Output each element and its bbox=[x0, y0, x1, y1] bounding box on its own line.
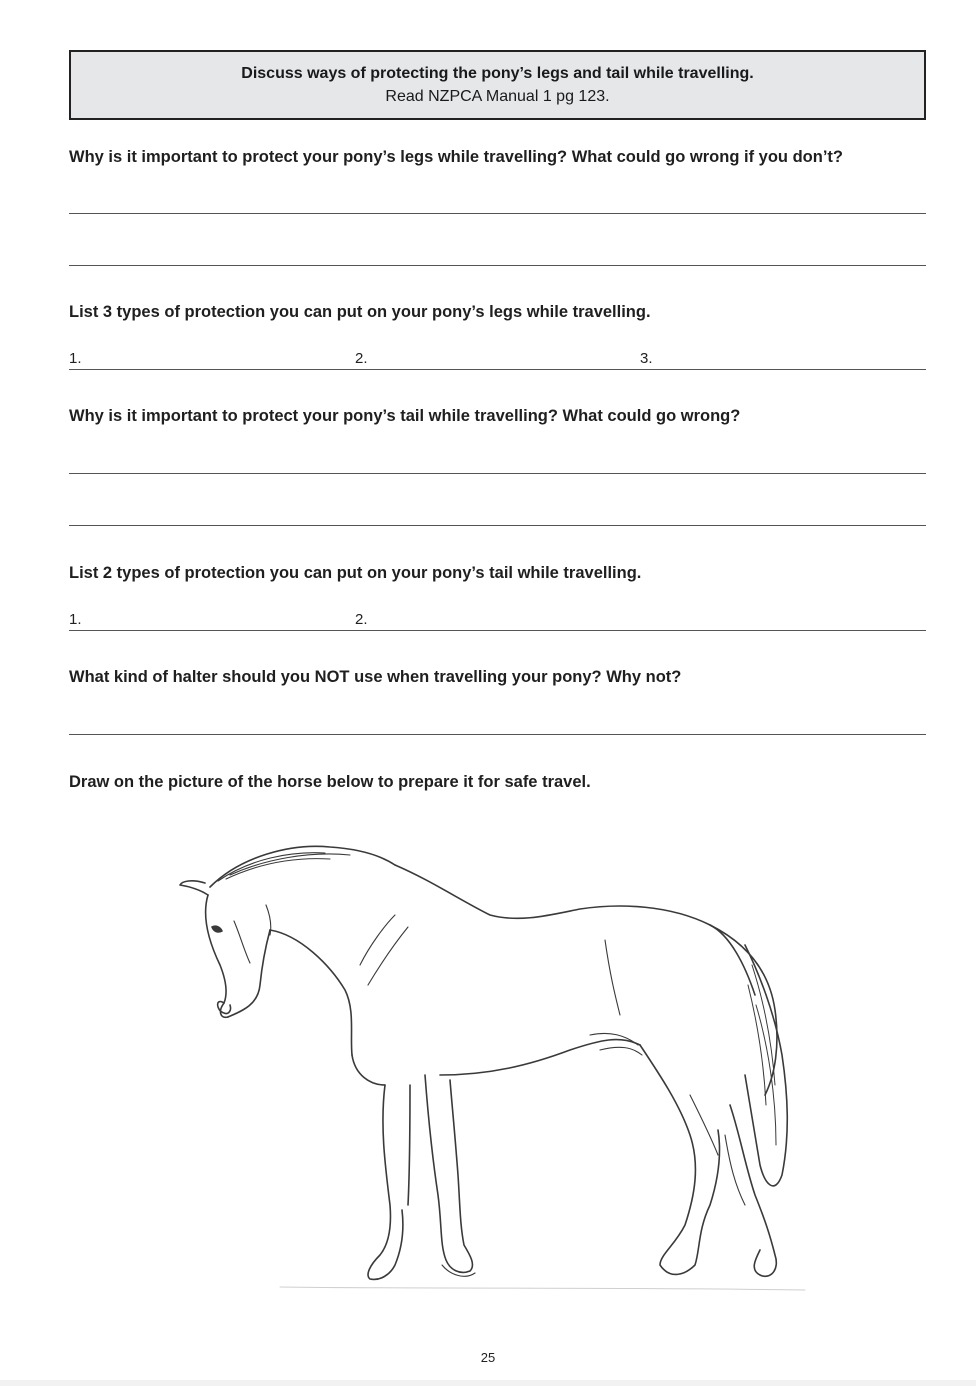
horse-muzzle bbox=[218, 1002, 231, 1014]
question-tail-importance: Why is it important to protect your pony’s tail while travelling? What could go wrong? bbox=[69, 407, 741, 425]
horse-throat bbox=[270, 930, 352, 1055]
instruction-reference: Read NZPCA Manual 1 pg 123. bbox=[385, 88, 610, 105]
question-halter: What kind of halter should you NOT use when travelling your pony? Why not? bbox=[69, 668, 682, 686]
answer-line-q1-1[interactable] bbox=[69, 213, 926, 214]
page-footer-band bbox=[0, 1380, 976, 1386]
horse-ear bbox=[180, 881, 208, 895]
list-number-tail-1: 1. bbox=[69, 611, 82, 628]
answer-line-q3-2[interactable] bbox=[69, 525, 926, 526]
horse-hindquarter bbox=[710, 925, 777, 1095]
instruction-title: Discuss ways of protecting the pony’s legs and tail while travelling. bbox=[241, 65, 754, 82]
horse-mane bbox=[210, 846, 395, 887]
horse-hind-leg-2 bbox=[730, 1105, 776, 1276]
horse-neck-top bbox=[395, 865, 755, 995]
horse-front-leg-1 bbox=[368, 1085, 403, 1279]
horse-chest bbox=[352, 1055, 385, 1085]
answer-line-q1-2[interactable] bbox=[69, 265, 926, 266]
horse-belly-detail bbox=[590, 1033, 642, 1055]
horse-hind-leg-inner bbox=[690, 1095, 745, 1205]
question-legs-protection-list: List 3 types of protection you can put on your pony’s legs while travelling. bbox=[69, 303, 651, 321]
instruction-box bbox=[69, 50, 926, 120]
horse-ribs bbox=[605, 940, 620, 1015]
list-number-legs-3: 3. bbox=[640, 350, 653, 367]
horse-outline-drawing[interactable] bbox=[170, 835, 810, 1300]
list-number-legs-1: 1. bbox=[69, 350, 82, 367]
horse-belly bbox=[440, 1040, 640, 1075]
answer-line-q5[interactable] bbox=[69, 734, 926, 735]
list-number-tail-2: 2. bbox=[355, 611, 368, 628]
answer-line-q3-1[interactable] bbox=[69, 473, 926, 474]
ground-line bbox=[280, 1287, 805, 1290]
page-number: 25 bbox=[480, 1350, 496, 1365]
answer-line-q4[interactable] bbox=[69, 630, 926, 631]
horse-head bbox=[206, 895, 228, 1017]
question-tail-protection-list: List 2 types of protection you can put on your pony’s tail while travelling. bbox=[69, 564, 642, 582]
horse-neck-muscle bbox=[360, 915, 408, 985]
question-draw-instructions: Draw on the picture of the horse below to prepare it for safe travel. bbox=[69, 773, 591, 791]
horse-hind-leg-1 bbox=[640, 1045, 720, 1274]
question-legs-importance: Why is it important to protect your pony’s legs while travelling? What could go wrong if you don’t? bbox=[69, 148, 843, 166]
horse-face-line bbox=[234, 905, 271, 963]
horse-front-leg-1-back bbox=[408, 1085, 410, 1205]
horse-front-leg-2 bbox=[425, 1075, 472, 1272]
answer-line-q2[interactable] bbox=[69, 369, 926, 370]
list-number-legs-2: 2. bbox=[355, 350, 368, 367]
horse-jaw bbox=[228, 930, 270, 1017]
horse-eye bbox=[212, 926, 222, 932]
